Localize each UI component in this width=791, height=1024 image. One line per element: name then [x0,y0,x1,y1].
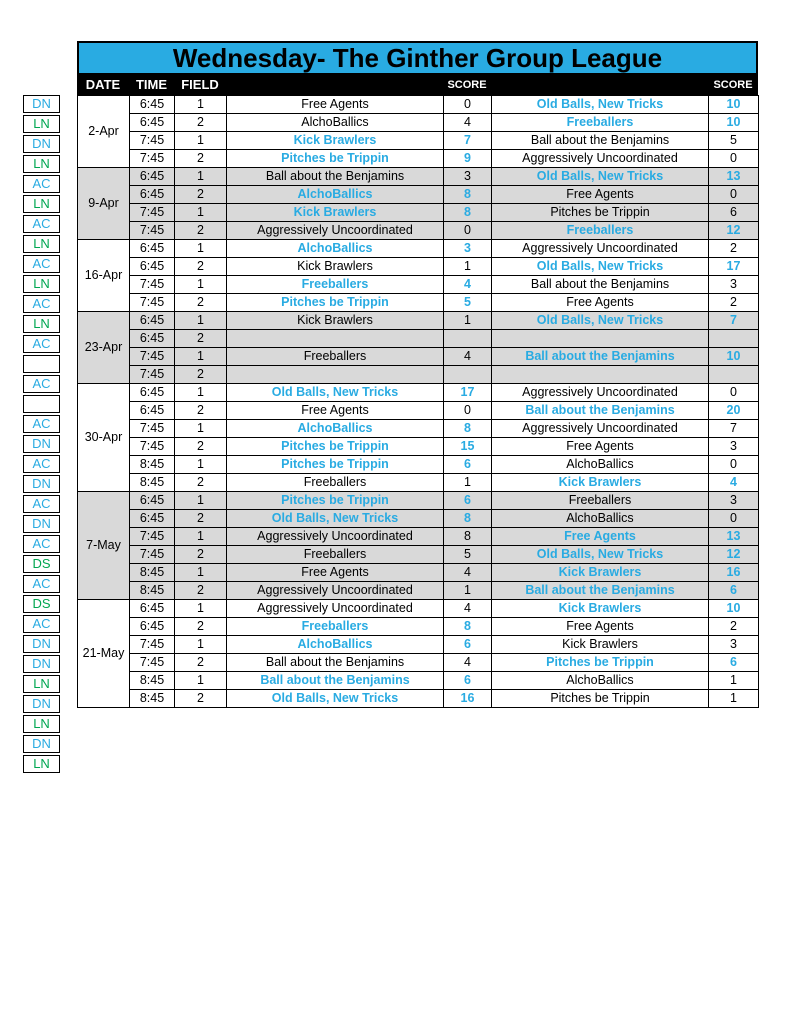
field-number: 2 [175,546,227,564]
game-time: 7:45 [130,276,175,294]
away-team: Ball about the Benjamins [492,348,709,366]
field-number: 2 [175,618,227,636]
division-tag: AC [23,415,60,433]
away-score: 16 [709,564,759,582]
field-number: 1 [175,168,227,186]
away-team: Free Agents [492,618,709,636]
home-team: AlchoBallics [227,114,444,132]
game-row [78,564,759,582]
game-time: 6:45 [130,384,175,402]
field-number: 2 [175,510,227,528]
away-score: 17 [709,258,759,276]
field-number: 2 [175,258,227,276]
away-team: Aggressively Uncoordinated [492,384,709,402]
home-team: Old Balls, New Tricks [227,690,444,708]
away-score: 7 [709,420,759,438]
game-row [78,294,759,312]
home-score: 1 [444,582,492,600]
home-score: 6 [444,636,492,654]
home-team: AlchoBallics [227,240,444,258]
field-number: 1 [175,492,227,510]
home-score: 9 [444,150,492,168]
home-score: 0 [444,96,492,114]
game-time: 6:45 [130,168,175,186]
away-team: Aggressively Uncoordinated [492,150,709,168]
home-score: 6 [444,672,492,690]
field-number: 2 [175,294,227,312]
game-row [78,456,759,474]
division-tag: AC [23,575,60,593]
home-score: 8 [444,204,492,222]
away-score: 7 [709,312,759,330]
away-score: 2 [709,618,759,636]
home-team [227,366,444,384]
home-team: Aggressively Uncoordinated [227,222,444,240]
game-row [78,240,759,258]
home-score: 4 [444,276,492,294]
away-score: 0 [709,186,759,204]
home-team: Freeballers [227,546,444,564]
division-tag: DN [23,135,60,153]
game-row [78,474,759,492]
away-team: Free Agents [492,438,709,456]
field-number: 2 [175,402,227,420]
field-number: 2 [175,186,227,204]
game-row [78,672,759,690]
away-team: Ball about the Benjamins [492,402,709,420]
division-tag: DN [23,635,60,653]
game-time: 8:45 [130,672,175,690]
home-team [227,330,444,348]
home-team: Aggressively Uncoordinated [227,528,444,546]
away-team: Pitches be Trippin [492,204,709,222]
away-team: Kick Brawlers [492,474,709,492]
home-team: Free Agents [227,402,444,420]
game-row [78,420,759,438]
game-row [78,636,759,654]
away-team: Old Balls, New Tricks [492,168,709,186]
away-team: Old Balls, New Tricks [492,312,709,330]
game-row [78,114,759,132]
game-row [78,438,759,456]
division-tag: DN [23,655,60,673]
home-score: 3 [444,168,492,186]
division-tag: DN [23,475,60,493]
home-score: 1 [444,312,492,330]
away-team: Pitches be Trippin [492,654,709,672]
away-score: 20 [709,402,759,420]
game-time: 6:45 [130,258,175,276]
field-number: 1 [175,276,227,294]
game-row [78,96,759,114]
away-team: Ball about the Benjamins [492,132,709,150]
game-time: 7:45 [130,636,175,654]
home-score: 4 [444,114,492,132]
away-score: 13 [709,168,759,186]
home-team: Freeballers [227,276,444,294]
week-date: 23-Apr [78,312,130,384]
home-score: 5 [444,294,492,312]
game-row [78,618,759,636]
away-team: Free Agents [492,528,709,546]
division-tag: LN [23,315,60,333]
away-score: 3 [709,636,759,654]
away-score: 12 [709,222,759,240]
week-date: 2-Apr [78,96,130,168]
away-score: 5 [709,132,759,150]
field-number: 1 [175,132,227,150]
home-score: 7 [444,132,492,150]
score2-header: SCORE [713,79,753,91]
game-time: 7:45 [130,438,175,456]
field-number: 1 [175,672,227,690]
home-score: 5 [444,546,492,564]
away-team: Kick Brawlers [492,636,709,654]
division-tag: LN [23,275,60,293]
division-tag: AC [23,215,60,233]
away-team: Freeballers [492,222,709,240]
home-team: Aggressively Uncoordinated [227,582,444,600]
away-team [492,330,709,348]
away-team: Freeballers [492,492,709,510]
game-row [78,186,759,204]
home-team: Freeballers [227,618,444,636]
game-time: 7:45 [130,132,175,150]
home-score: 0 [444,222,492,240]
column-header-row [77,75,758,95]
game-row [78,168,759,186]
division-tag: AC [23,455,60,473]
away-score: 3 [709,492,759,510]
game-time: 8:45 [130,564,175,582]
division-tag: AC [23,615,60,633]
game-row [78,510,759,528]
away-score: 0 [709,384,759,402]
division-tag: AC [23,535,60,553]
game-time: 7:45 [130,222,175,240]
game-row [78,276,759,294]
home-score: 1 [444,474,492,492]
game-row [78,600,759,618]
game-time: 6:45 [130,114,175,132]
game-time: 6:45 [130,600,175,618]
away-score: 13 [709,528,759,546]
away-team: AlchoBallics [492,456,709,474]
away-score: 4 [709,474,759,492]
away-score: 6 [709,582,759,600]
away-score: 0 [709,510,759,528]
away-team [492,366,709,384]
away-score: 2 [709,240,759,258]
home-team: Kick Brawlers [227,258,444,276]
game-row [78,384,759,402]
home-score: 8 [444,510,492,528]
division-tag: AC [23,375,60,393]
division-tag: DS [23,595,60,613]
game-time: 7:45 [130,654,175,672]
game-row [78,258,759,276]
game-row [78,690,759,708]
division-tag: AC [23,175,60,193]
game-time: 6:45 [130,402,175,420]
game-row [78,582,759,600]
field-number: 1 [175,348,227,366]
game-time: 6:45 [130,312,175,330]
home-team: Ball about the Benjamins [227,168,444,186]
away-team: Freeballers [492,114,709,132]
home-score [444,330,492,348]
game-time: 6:45 [130,330,175,348]
division-tag: DN [23,735,60,753]
home-team: Pitches be Trippin [227,492,444,510]
field-number: 1 [175,96,227,114]
game-time: 7:45 [130,294,175,312]
field-number: 2 [175,222,227,240]
game-time: 7:45 [130,420,175,438]
field-number: 1 [175,528,227,546]
game-time: 7:45 [130,204,175,222]
home-score: 17 [444,384,492,402]
away-score: 3 [709,276,759,294]
away-score: 6 [709,654,759,672]
away-team: Free Agents [492,294,709,312]
schedule-table [77,95,759,708]
home-team: Freeballers [227,474,444,492]
schedule-sheet [77,41,758,708]
game-row [78,132,759,150]
game-time: 6:45 [130,510,175,528]
away-team: Old Balls, New Tricks [492,96,709,114]
home-score: 4 [444,654,492,672]
game-time: 7:45 [130,366,175,384]
league-title: Wednesday- The Ginther Group League [77,41,758,75]
time-header: TIME [135,77,168,92]
game-row [78,312,759,330]
home-score: 8 [444,186,492,204]
field-number: 1 [175,384,227,402]
field-header: FIELD [181,77,219,92]
home-team: Pitches be Trippin [227,150,444,168]
home-team: Aggressively Uncoordinated [227,600,444,618]
week-date: 7-May [78,492,130,600]
away-team: Aggressively Uncoordinated [492,420,709,438]
division-tag: AC [23,335,60,353]
field-number: 1 [175,312,227,330]
field-number: 1 [175,600,227,618]
away-score: 1 [709,690,759,708]
field-number: 2 [175,366,227,384]
field-number: 2 [175,474,227,492]
home-score: 3 [444,240,492,258]
home-score: 4 [444,564,492,582]
game-row [78,348,759,366]
home-team: Kick Brawlers [227,312,444,330]
away-score [709,366,759,384]
home-score: 1 [444,258,492,276]
away-score: 0 [709,150,759,168]
away-team: Pitches be Trippin [492,690,709,708]
home-team: AlchoBallics [227,186,444,204]
game-time: 6:45 [130,240,175,258]
home-score: 8 [444,420,492,438]
field-number: 2 [175,114,227,132]
score1-header: SCORE [447,79,487,91]
away-team: AlchoBallics [492,510,709,528]
field-number: 2 [175,330,227,348]
away-score: 10 [709,96,759,114]
away-team: AlchoBallics [492,672,709,690]
field-number: 2 [175,654,227,672]
home-score [444,366,492,384]
game-time: 8:45 [130,456,175,474]
home-score: 0 [444,402,492,420]
game-time: 7:45 [130,528,175,546]
division-tag: LN [23,115,60,133]
week-date: 30-Apr [78,384,130,492]
game-row [78,330,759,348]
division-tag: LN [23,755,60,773]
game-time: 8:45 [130,582,175,600]
division-tags-column [23,95,60,775]
home-team: Pitches be Trippin [227,294,444,312]
home-team: AlchoBallics [227,636,444,654]
home-score: 4 [444,348,492,366]
away-team: Aggressively Uncoordinated [492,240,709,258]
game-time: 8:45 [130,690,175,708]
home-team: Old Balls, New Tricks [227,384,444,402]
division-tag: DN [23,435,60,453]
home-team: AlchoBallics [227,420,444,438]
game-row [78,150,759,168]
division-tag: DS [23,555,60,573]
home-score: 8 [444,528,492,546]
field-number: 2 [175,150,227,168]
field-number: 1 [175,240,227,258]
division-tag: AC [23,495,60,513]
division-tag: LN [23,675,60,693]
division-tag: DN [23,95,60,113]
away-score: 0 [709,456,759,474]
division-tag [23,395,60,413]
away-score: 2 [709,294,759,312]
away-score [709,330,759,348]
game-time: 6:45 [130,96,175,114]
game-row [78,654,759,672]
field-number: 1 [175,420,227,438]
home-team: Freeballers [227,348,444,366]
away-score: 6 [709,204,759,222]
field-number: 2 [175,582,227,600]
home-score: 6 [444,492,492,510]
division-tag: LN [23,235,60,253]
home-team: Free Agents [227,564,444,582]
division-tag: LN [23,155,60,173]
week-date: 21-May [78,600,130,708]
field-number: 2 [175,438,227,456]
away-team: Ball about the Benjamins [492,582,709,600]
field-number: 1 [175,204,227,222]
home-team: Kick Brawlers [227,204,444,222]
division-tag: LN [23,195,60,213]
away-score: 3 [709,438,759,456]
home-score: 8 [444,618,492,636]
home-team: Pitches be Trippin [227,438,444,456]
week-date: 9-Apr [78,168,130,240]
game-row [78,528,759,546]
home-score: 4 [444,600,492,618]
game-time: 8:45 [130,474,175,492]
game-time: 6:45 [130,618,175,636]
game-time: 7:45 [130,546,175,564]
week-date: 16-Apr [78,240,130,312]
game-row [78,204,759,222]
division-tag: DN [23,515,60,533]
home-team: Kick Brawlers [227,132,444,150]
away-score: 10 [709,600,759,618]
home-team: Pitches be Trippin [227,456,444,474]
away-team: Free Agents [492,186,709,204]
game-row [78,222,759,240]
home-score: 15 [444,438,492,456]
game-row [78,366,759,384]
away-score: 10 [709,348,759,366]
away-team: Kick Brawlers [492,600,709,618]
field-number: 2 [175,690,227,708]
game-row [78,402,759,420]
game-row [78,546,759,564]
game-row [78,492,759,510]
division-tag [23,355,60,373]
home-score: 6 [444,456,492,474]
division-tag: LN [23,715,60,733]
away-team: Old Balls, New Tricks [492,546,709,564]
away-team: Kick Brawlers [492,564,709,582]
division-tag: DN [23,695,60,713]
field-number: 1 [175,636,227,654]
division-tag: AC [23,295,60,313]
away-score: 12 [709,546,759,564]
home-team: Free Agents [227,96,444,114]
game-time: 7:45 [130,150,175,168]
away-team: Old Balls, New Tricks [492,258,709,276]
away-score: 10 [709,114,759,132]
division-tag: AC [23,255,60,273]
home-team: Ball about the Benjamins [227,672,444,690]
home-team: Old Balls, New Tricks [227,510,444,528]
game-time: 6:45 [130,186,175,204]
field-number: 1 [175,564,227,582]
game-time: 7:45 [130,348,175,366]
home-score: 16 [444,690,492,708]
away-team: Ball about the Benjamins [492,276,709,294]
date-header: DATE [85,77,121,92]
away-score: 1 [709,672,759,690]
home-team: Ball about the Benjamins [227,654,444,672]
game-time: 6:45 [130,492,175,510]
field-number: 1 [175,456,227,474]
